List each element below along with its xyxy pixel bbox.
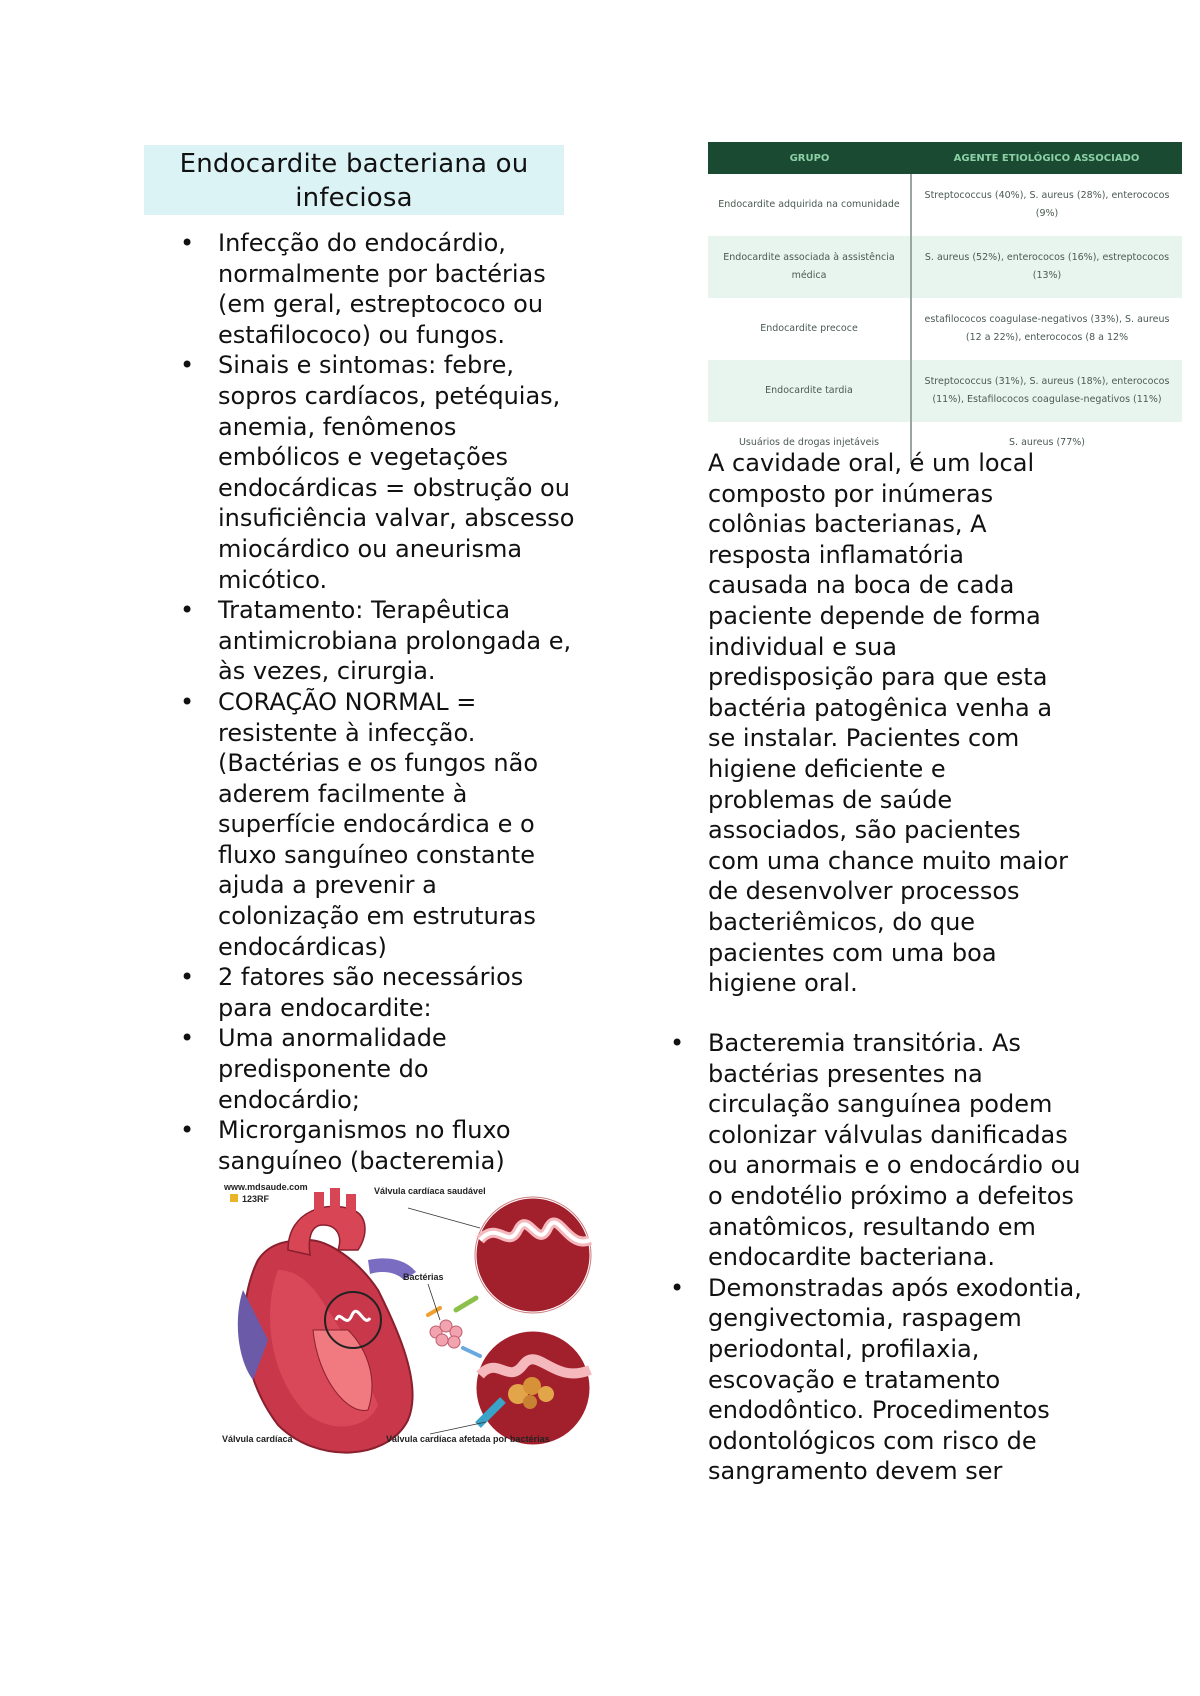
table-cell: Endocardite associada à assistência médica bbox=[708, 236, 911, 298]
table-cell: Streptococcus (31%), S. aureus (18%), enterococos (11%), Estafilococos coagulase-negativos (11%) bbox=[911, 360, 1182, 422]
list-item: • Microrganismos no fluxo sanguíneo (bacteremia) bbox=[178, 1115, 578, 1176]
list-item: • Demonstradas após exodontia, gengivectomia, raspagem periodontal, profilaxia, escovação e tratamento endodôntico. Procedimentos odontológicos com risco de sangramento devem ser bbox=[668, 1273, 1088, 1487]
list-item: • 2 fatores são necessários para endocardite: bbox=[178, 962, 578, 1023]
table-row bbox=[708, 360, 1182, 422]
table-cell: Usuários de drogas injetáveis bbox=[708, 422, 911, 464]
table-row bbox=[708, 298, 1182, 360]
etiology-table bbox=[708, 142, 1182, 464]
label-bacteria: Bactérias bbox=[403, 1272, 444, 1282]
label-valve: Válvula cardíaca bbox=[222, 1434, 293, 1444]
list-item: • Bacteremia transitória. As bactérias presentes na circulação sanguínea podem colonizar válvulas danificadas ou anormais e o endocárdio ou o endotélio próximo a defeitos anatômicos, resultando em endocardite bacteriana. bbox=[668, 1028, 1088, 1273]
table-cell: Endocardite precoce bbox=[708, 298, 911, 360]
table-row bbox=[708, 236, 1182, 298]
list-item: • Infecção do endocárdio, normalmente por bactérias (em geral, estreptococo ou estafilococo) ou fungos. bbox=[178, 228, 578, 350]
table-cell: Endocardite adquirida na comunidade bbox=[708, 174, 911, 236]
page-title: Endocardite bacteriana ou infeciosa bbox=[144, 145, 564, 215]
list-item: • CORAÇÃO NORMAL = resistente à infecção. (Bactérias e os fungos não aderem facilmente à superfície endocárdica e o fluxo sanguíneo constante ajuda a prevenir a colonização em estruturas endocárdicas) bbox=[178, 687, 578, 962]
table-row bbox=[708, 174, 1182, 236]
label-healthy-valve: Válvula cardíaca saudável bbox=[374, 1186, 486, 1196]
oral-cavity-paragraph: A cavidade oral, é um local composto por inúmeras colônias bacterianas, A resposta inflamatória causada na boca de cada paciente depende de forma individual e sua predisposição para que esta bactéria patogênica venha a se instalar. Pacientes com higiene deficiente e problemas de saúde associados, são pacientes com uma chance muito maior de desenvolver processos bacteriêmicos, do que pacientes com uma boa higiene oral. bbox=[708, 449, 1069, 998]
watermark-site: www.mdsaude.com bbox=[224, 1182, 308, 1192]
list-item: • Uma anormalidade predisponente do endocárdio; bbox=[178, 1023, 578, 1115]
list-item: • Sinais e sintomas: febre, sopros cardíacos, petéquias, anemia, fenômenos embólicos e vegetações endocárdicas = obstrução ou insuficiência valvar, abscesso miocárdico ou aneurisma micótico. bbox=[178, 350, 578, 595]
left-bullet-list bbox=[178, 228, 578, 1176]
table-cell: S. aureus (52%), enterococos (16%), estreptococos (13%) bbox=[911, 236, 1182, 298]
table-header-group: GRUPO bbox=[708, 142, 911, 174]
table-cell: estafilococos coagulase-negativos (33%), S. aureus (12 a 22%), enterococos (8 a 12% bbox=[924, 314, 1170, 343]
heart-illustration bbox=[218, 1180, 606, 1470]
right-bullet-list bbox=[668, 1028, 1088, 1487]
table-header-agent: AGENTE ETIOLÓGICO ASSOCIADO bbox=[911, 142, 1182, 174]
list-item: • Tratamento: Terapêutica antimicrobiana prolongada e, às vezes, cirurgia. bbox=[178, 595, 578, 687]
table-cell: Endocardite tardia bbox=[708, 360, 911, 422]
label-affected-valve: Válvula cardíaca afetada por bactérias bbox=[386, 1434, 550, 1444]
watermark-stock: 123RF bbox=[242, 1194, 270, 1204]
table-cell: Streptococcus (40%), S. aureus (28%), enterococos (9%) bbox=[924, 190, 1170, 219]
table-cell: S. aureus (77%) bbox=[1009, 437, 1085, 448]
